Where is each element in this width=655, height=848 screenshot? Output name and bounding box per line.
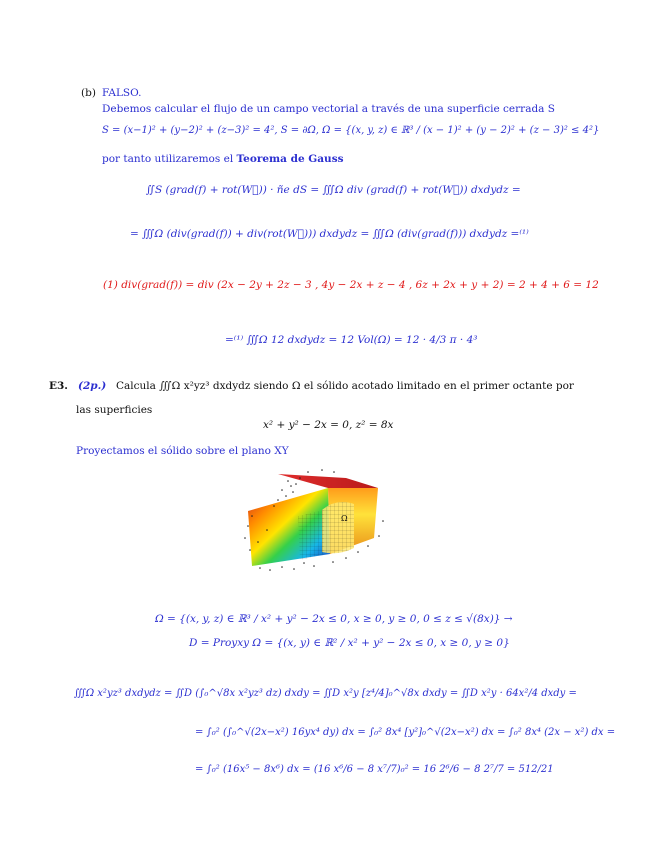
part-b-falso: FALSO. bbox=[102, 87, 142, 99]
exercise-points: (2p.) bbox=[78, 380, 107, 392]
part-b-intro: Debemos calcular el flujo de un campo vectorial a través de una superficie cerrada S bbox=[102, 103, 555, 115]
gauss-line bbox=[102, 153, 344, 165]
surfaces-equation: x² + y² − 2x = 0, z² = 8x bbox=[263, 419, 394, 431]
solid-figure bbox=[238, 466, 388, 576]
calculation-line-1: ∭Ω x²yz³ dxdydz = ∬D (∫₀^√8x x²yz³ dz) dxdy = ∬D x²y [z⁴/4]₀^√8x dxdy = ∬D x²y · 64x²/4 dxdy = bbox=[74, 688, 577, 699]
front-grid bbox=[298, 510, 324, 560]
part-b-marker: (b) bbox=[81, 87, 96, 99]
omega-definition: Ω = {(x, y, z) ∈ ℝ³ / x² + y² − 2x ≤ 0, x ≥ 0, y ≥ 0, 0 ≤ z ≤ √(8x)} → bbox=[155, 613, 513, 625]
projection-text: Proyectamos el sólido sobre el plano XY bbox=[76, 445, 289, 457]
surface-equation: S = (x−1)² + (y−2)² + (z−3)² = 4², S = ∂Ω, Ω = {(x, y, z) ∈ ℝ³ / (x − 1)² + (y − 2)² + (z − 3)² ≤ 4²} bbox=[102, 125, 600, 136]
gauss-theorem-name: Teorema de Gauss bbox=[236, 153, 344, 165]
equation-3: =⁽¹⁾ ∭Ω 12 dxdydz = 12 Vol(Ω) = 12 · 4/3 π · 4³ bbox=[225, 334, 478, 346]
gauss-prefix: por tanto utilizaremos el bbox=[102, 153, 234, 165]
equation-2: = ∭Ω (div(grad(f)) + div(rot(W⃗))) dxdydz = ∭Ω (div(grad(f))) dxdydz =⁽¹⁾ bbox=[130, 228, 529, 240]
omega-label: Ω bbox=[341, 514, 348, 523]
equation-1: ∬S (grad(f) + rot(W⃗)) · ñe dS = ∭Ω div (grad(f) + rot(W⃗)) dxdydz = bbox=[146, 184, 521, 196]
solid-top-face bbox=[278, 474, 378, 488]
calculation-line-2: = ∫₀² (∫₀^√(2x−x²) 16yx⁴ dy) dx = ∫₀² 8x⁴ [y²]₀^√(2x−x²) dx = ∫₀² 8x⁴ (2x − x²) dx = bbox=[195, 727, 616, 738]
exercise-statement-cont: las superficies bbox=[76, 404, 153, 416]
solid-figure-svg bbox=[238, 466, 388, 576]
calculation-line-3: = ∫₀² (16x⁵ − 8x⁶) dx = (16 x⁶/6 − 8 x⁷/7)₀² = 16 2⁶/6 − 8 2⁷/7 = 512/21 bbox=[195, 764, 554, 775]
exercise-label: E3. bbox=[49, 380, 68, 392]
projection-definition: D = Proyxy Ω = {(x, y) ∈ ℝ² / x² + y² − 2x ≤ 0, x ≥ 0, y ≥ 0} bbox=[189, 637, 510, 649]
exercise-statement: Calcula ∭Ω x²yz³ dxdydz siendo Ω el sólido acotado limitado en el primer octante por bbox=[116, 380, 574, 392]
footnote-1: (1) div(grad(f)) = div (2x − 2y + 2z − 3 , 4y − 2x + z − 4 , 6z + 2x + y + 2) = 2 + 4 + 6 = 12 bbox=[103, 279, 599, 291]
cylinder-grid bbox=[322, 502, 354, 553]
